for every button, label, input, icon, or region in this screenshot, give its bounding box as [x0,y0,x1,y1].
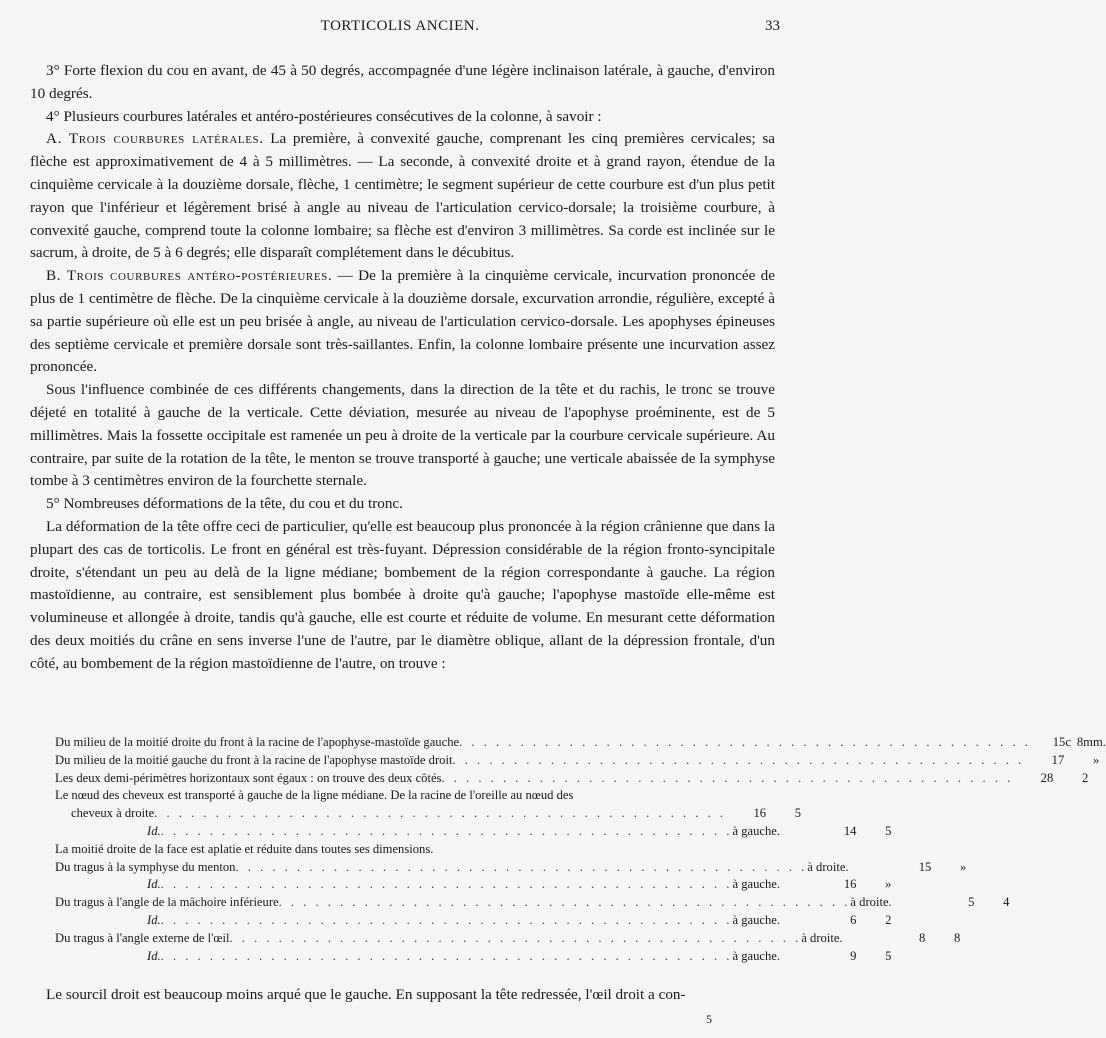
leader-dots: . . . . . . . . . . . . . . . . . . . . . . . . . . . . . . . . . . . . . . . . . . . . . . . [160,823,733,838]
table-row [55,841,775,859]
page-header-title: TORTICOLIS ANCIEN. [320,18,480,34]
side-label: à droite. [850,895,892,910]
side-label: à gauche. [732,877,780,892]
table-row [55,894,1010,912]
value-cm: 28 [1040,770,1054,785]
leader-dots: . . . . . . . . . . . . . . . . . . . . . . . . . . . . . . . . . . . . . . . . . . . . . . . [160,877,733,892]
row-description: Du tragus à l'angle de la mâchoire inférieure [55,895,279,910]
side-label: à gauche. [732,948,780,963]
table-row [55,930,961,948]
table-row [55,876,892,894]
section-a-heading: A. Trois courbures latérales. [46,130,264,148]
leader-dots: . . . . . . . . . . . . . . . . . . . . . . . . . . . . . . . . . . . . . . . . . . . . . . . [441,770,1014,785]
value-cm: 8 [919,930,926,945]
table-row [55,912,892,930]
value-mm: » [1092,752,1100,767]
value-mm: 8mm. [1076,735,1106,749]
leader-dots: . . . . . . . . . . . . . . . . . . . . . . . . . . . . . . . . . . . . . . . . . . . . . . . [160,948,733,963]
section-b-text: — De la première à la cinquième cervicale, incurvation prononcée de plus de 1 centimètre de flèche. De la cinquième cervicale à la douzième dorsale, excurvation arrondie, régulière, excepté à sa partie supérieure où elle est un peu brisée à angle, au niveau de l'articulation cervico-dorsale. Les apophyses épineuses des septième cervicale et première dorsale sont très-saillantes. Enfin, la colonne lombaire présente une incurvation assez prononcée. [30,267,775,376]
table-row [55,787,775,805]
value-mm: 8 [954,930,961,945]
closing-line: Le sourcil droit est beaucoup moins arqué que le gauche. En supposant la tête redressée, l'œil droit a con- [46,986,686,1003]
table-row [55,805,802,823]
row-description: Id. [147,912,161,927]
leader-dots: . . . . . . . . . . . . . . . . . . . . . . . . . . . . . . . . . . . . . . . . . . . . . . . [452,752,1025,767]
page-number: 33 [765,18,780,34]
value-cm: 17 [1051,752,1065,767]
row-description: Les deux demi-périmètres horizontaux sont égaux : on trouve des deux côtés [55,770,442,785]
row-description: cheveux à droite [71,806,155,821]
paragraph-b [30,265,775,379]
table-row [55,752,1100,770]
row-description: Du tragus à la symphyse du menton [55,859,236,874]
body-text [30,60,775,676]
value-mm: 5 [885,948,892,963]
row-description: Id. [147,823,161,838]
value-cm: 16 [753,806,767,821]
value-mm: 4 [1003,895,1010,910]
row-description: Id. [147,948,161,963]
value-mm: 2 [885,912,892,927]
leader-dots: . . . . . . . . . . . . . . . . . . . . . . . . . . . . . . . . . . . . . . . . . . . . . . . [160,912,733,927]
row-description: Du milieu de la moitié gauche du front à la racine de l'apophyse mastoïde droit [55,752,453,767]
leader-dots: . . . . . . . . . . . . . . . . . . . . . . . . . . . . . . . . . . . . . . . . . . . . . . . [154,806,727,821]
value-cm: 16 [843,877,857,892]
row-description: La moitié droite de la face est aplatie et réduite dans toutes ses dimensions. [55,841,434,856]
paragraph-a [30,128,775,265]
table-row [55,859,967,877]
value-mm: 5 [885,823,892,838]
side-label: à droite. [801,930,843,945]
row-description: Du tragus à l'angle externe de l'œil [55,930,230,945]
paragraph-5: 5° Nombreuses déformations de la tête, du cou et du tronc. [46,495,403,513]
leader-dots: . . . . . . . . . . . . . . . . . . . . . . . . . . . . . . . . . . . . . . . . . . . . . . . [235,859,808,874]
leader-dots: . . . . . . . . . . . . . . . . . . . . . . . . . . . . . . . . . . . . . . . . . . . . . . . [459,735,1031,749]
row-description: Le nœud des cheveux est transporté à gauche de la ligne médiane. De la racine de l'oreille au nœud des [55,788,574,803]
row-description: Du milieu de la moitié droite du front à la racine de l'apophyse-mastoïde gauche [55,735,460,749]
table-row [55,734,1106,752]
paragraph-deformation: La déformation de la tête offre ceci de particulier, qu'elle est beaucoup plus prononcée à la région crânienne que dans la plupart des cas de torticolis. Le front en général est très-fuyant. Dépression considérable de la région fronto-syncipitale droite, s'étendant un peu au delà de la ligne médiane; bombement de la région correspondante à gauche. La région mastoïdienne, au contraire, est sensiblement plus bombée à droite qu'à gauche; l'apophyse mastoïde elle-même est volumineuse et allongée à droite, tandis qu'à gauche, elle est courte et réduite de volume. En mesurant cette déformation des deux moitiés du crâne en sens inverse l'une de l'autre, par le diamètre oblique, allant de la dépression frontale, d'un côté, au bombement de la région mastoïdienne de l'autre, on trouve : [30,517,775,672]
value-cm: 15 [918,859,932,874]
value-mm: » [885,877,892,892]
side-label: à gauche. [732,823,780,838]
leader-dots: . . . . . . . . . . . . . . . . . . . . . . . . . . . . . . . . . . . . . . . . . . . . . . . [229,930,802,945]
section-b-heading: B. Trois courbures antéro-postérieures. [46,267,333,285]
section-a-text: La première, à convexité gauche, comprenant les cinq premières cervicales; sa flèche est approximativement de 4 à 5 millimètres. — La seconde, à convexité droite et à grand rayon, étendue de la cinquième cervicale à la douzième dorsale, flèche, 1 centimètre; le segment supérieur de cette courbure est d'un plus petit rayon que l'inférieur et légèrement brisé à angle au niveau de l'articulation cervico-dorsale; la troisième courbure, à convexité gauche, comprend toute la colonne lombaire; sa flèche est d'environ 3 millimètres. Sa corde est inclinée sur le sacrum, à droite, de 5 à 6 degrés; elle disparaît complétement dans le décubitus. [30,130,775,262]
table-row [55,948,892,966]
value-cm: 15c [1052,735,1071,749]
table-row [55,823,892,841]
value-cm: 6 [850,912,857,927]
row-description: Id. [147,877,161,892]
table-row [55,770,1089,788]
running-header [0,18,800,44]
side-label: à gauche. [732,912,780,927]
value-mm: » [960,859,967,874]
measurement-table [55,734,1106,965]
value-mm: 5 [794,806,802,821]
value-cm: 9 [850,948,857,963]
value-cm: 14 [843,823,857,838]
paragraph-3: 3° Forte flexion du cou en avant, de 45 à 50 degrés, accompagnée d'une légère inclinaison latérale, à gauche, d'environ 10 degrés. [30,62,775,102]
paragraph-4: 4° Plusieurs courbures latérales et antéro-postérieures consécutives de la colonne, à savoir : [46,107,602,125]
paragraph-influence: Sous l'influence combinée de ces différents changements, dans la direction de la tête et du rachis, le tronc se trouve déjeté en totalité à gauche de la verticale. Cette déviation, mesurée au niveau de l'apophyse proéminente, est de 5 millimètres. Mais la fossette occipitale est ramenée un peu à droite de la verticale par la courbure cervicale supérieure. Au contraire, par suite de la rotation de la tête, le menton se trouve transporté à gauche; une verticale abaissée de la symphyse tombe à 3 centimètres environ de la fourchette sternale. [30,381,775,490]
signature-mark: 5 [706,1012,712,1026]
side-label: à droite. [807,859,849,874]
value-cm: 5 [968,895,975,910]
value-mm: 2 [1081,770,1089,785]
leader-dots: . . . . . . . . . . . . . . . . . . . . . . . . . . . . . . . . . . . . . . . . . . . . . . . [278,895,851,910]
